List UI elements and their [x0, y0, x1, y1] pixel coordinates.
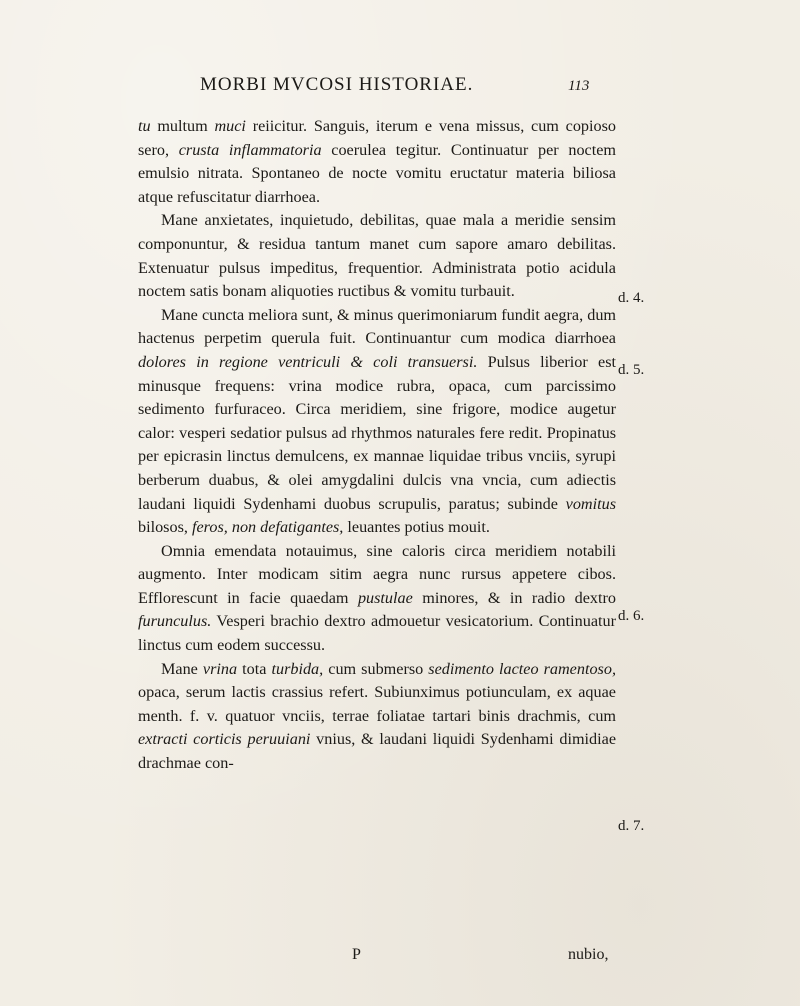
italic-phrase: feros, non defatigantes,: [191, 518, 344, 537]
text-run: Pulsus liberior est minusque frequens: vrina modice rubra, opaca, cum parcissimo sedimento furfuraceo. Circa meridiem, sine frigore, modice augetur calor: vesperi sedatior pulsus ad rhythmos naturales fere redit. Propinatus per epicrasin linctus demulcens, ex mannae liquidae tribus vnciis, syrupi berberum duabus, & olei amygdalini dulcis vna vncia, cum adiectis laudani liquidi Sydenhami duobus scrupulis, paratus; subinde: [138, 352, 616, 513]
italic-phrase: vrina: [202, 659, 238, 678]
margin-notes: [618, 0, 678, 1006]
text-run: leuantes potius mouit.: [343, 518, 490, 537]
catchword: nubio,: [568, 946, 609, 963]
italic-phrase: extracti corticis peruuiani: [138, 730, 311, 749]
running-title: MORBI MVCOSI HISTORIAE.: [200, 74, 474, 95]
italic-phrase: dolores in regione ventriculi & coli transuersi.: [138, 352, 478, 371]
text-run: minores, & in radio dextro: [412, 588, 616, 607]
page-header: [0, 70, 800, 100]
italic-phrase: crusta inflammatoria: [178, 140, 322, 159]
text-run: tota: [237, 659, 272, 678]
margin-note-day-5: d. 5.: [618, 362, 645, 378]
text-run: Omnia emendata notauimus, sine caloris circa meridiem notabili augmento. Inter modicam sitim aegra nunc rursus appetere cibos. Efflorescunt in facie quaedam: [138, 541, 616, 607]
text-run: reiicitur. Sanguis, iterum e vena missus, cum copioso sero,: [138, 117, 616, 159]
text-run: opaca, serum lactis crassius refert. Subiunximus potiunculam, ex aquae menth. f. v. quatuor vnciis, terrae foliatae tartari binis drachmis, cum: [138, 683, 616, 725]
paragraph: [138, 304, 616, 540]
page-footer: [0, 946, 800, 970]
signature-mark: P: [352, 946, 361, 963]
page-number: 113: [568, 78, 590, 94]
paragraph: [138, 658, 616, 776]
italic-phrase: sedimento lacteo ramentoso,: [428, 659, 616, 678]
italic-phrase: vomitus: [565, 494, 616, 513]
text-run: bilosos,: [138, 518, 192, 537]
paragraph: [138, 115, 616, 209]
paragraph: [138, 540, 616, 658]
italic-phrase: furunculus.: [138, 612, 212, 631]
text-run: multum: [150, 117, 215, 135]
margin-note-day-7: d. 7.: [618, 818, 645, 834]
italic-phrase: muci: [214, 117, 246, 135]
text-run: Mane anxietates, inquietudo, debilitas, quae mala a meridie sensim componuntur, & residua tantum manet cum sapore amaro debilitas. Extenuatur pulsus impeditus, frequentior. Administrata potio acidula noctem satis bonam aliquoties ructibus & vomitu turbauit.: [138, 211, 616, 301]
italic-phrase: turbida,: [271, 659, 324, 678]
text-run: Vesperi brachio dextro admouetur vesicatorium. Continuatur linctus cum eodem successu.: [138, 612, 616, 655]
margin-note-day-4: d. 4.: [618, 290, 645, 306]
text-run: coerulea tegitur. Continuatur per noctem emulsio nitrata. Spontaneo de nocte vomitu eructatur materia biliosa atque refuscitatur diarrhoea.: [138, 140, 617, 206]
text-run: Mane cuncta meliora sunt, & minus querimoniarum fundit aegra, dum hactenus perpetim querula fuit. Continuantur cum modica diarrhoea: [138, 305, 616, 348]
paragraph: [138, 209, 616, 303]
body-text: [138, 115, 616, 776]
text-run: Mane: [161, 659, 203, 678]
italic-phrase: pustulae: [357, 588, 413, 607]
italic-phrase: tu: [138, 117, 151, 135]
margin-note-day-6: d. 6.: [618, 608, 645, 624]
text-run: cum submerso: [323, 659, 429, 678]
text-run: vnius, & laudani liquidi Sydenhami dimidiae drachmae con-: [138, 730, 616, 773]
